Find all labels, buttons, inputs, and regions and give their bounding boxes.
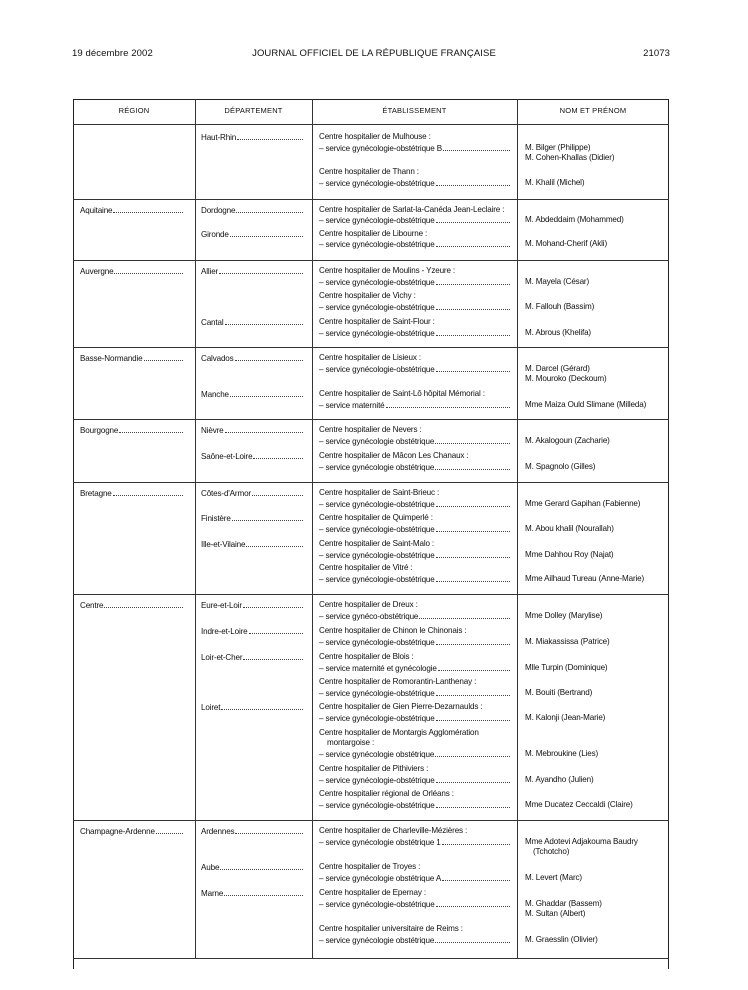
etablissement-text-label: – service maternité bbox=[319, 401, 385, 410]
departement-cell-label: Aube bbox=[201, 863, 220, 872]
departement-cell bbox=[201, 132, 305, 144]
region-separator bbox=[73, 419, 669, 420]
etablissement-text-label: Centre hospitalier de Dreux : bbox=[319, 600, 418, 609]
nom-prenom-text-label: M. Bouiti (Bertrand) bbox=[525, 688, 593, 697]
dot-leader bbox=[436, 524, 510, 532]
nom-prenom-text bbox=[525, 550, 613, 561]
etablissement-text-label: Centre hospitalier de Troyes : bbox=[319, 862, 421, 871]
etablissement-text-label: Centre hospitalier de Charleville-Mézières : bbox=[319, 826, 468, 835]
nom-prenom-text-label: M. Mayela (César) bbox=[525, 277, 590, 286]
etablissement-text bbox=[319, 749, 512, 761]
nom-prenom-text bbox=[525, 302, 594, 313]
departement-cell-label: Eure-et-Loir bbox=[201, 601, 242, 610]
etablissement-text-label: – service gynécologie-obstétrique bbox=[319, 216, 435, 225]
nom-prenom-text-label: M. Spagnolo (Gilles) bbox=[525, 462, 596, 471]
etablissement-text bbox=[319, 132, 431, 143]
etablissement-text bbox=[319, 425, 422, 436]
nom-prenom-text bbox=[525, 663, 607, 674]
nom-prenom-text bbox=[525, 374, 607, 385]
nom-prenom-text-label: M. Graesslin (Olivier) bbox=[525, 935, 598, 944]
etablissement-text bbox=[319, 291, 416, 302]
etablissement-text bbox=[319, 266, 455, 277]
etablissement-text bbox=[319, 499, 512, 511]
dot-leader bbox=[436, 239, 510, 247]
nom-prenom-text bbox=[525, 178, 584, 189]
etablissement-text-label: – service gynécologie-obstétrique bbox=[319, 776, 435, 785]
etablissement-text-label: Centre hospitalier de Moulins - Yzeure : bbox=[319, 266, 456, 275]
etablissement-text bbox=[319, 924, 463, 935]
nom-prenom-text bbox=[525, 837, 638, 848]
region-cell-label: Centre bbox=[80, 601, 104, 610]
etablissement-text-label: – service gynécologie-obstétrique bbox=[319, 801, 435, 810]
etablissement-text bbox=[319, 400, 512, 412]
etablissement-text-label: Centre hospitalier de Saint-Brieuc : bbox=[319, 488, 440, 497]
etablissement-text-label: Centre hospitalier de Epernay : bbox=[319, 888, 426, 897]
etablissement-text-label: Centre hospitalier de Blois : bbox=[319, 652, 414, 661]
departement-cell bbox=[201, 353, 305, 365]
dot-leader bbox=[225, 317, 303, 325]
nom-prenom-text-label: M. Mouroko (Deckoum) bbox=[525, 374, 607, 383]
nom-prenom-text bbox=[525, 400, 646, 411]
departement-cell-label: Loiret bbox=[201, 703, 221, 712]
nom-prenom-text bbox=[525, 328, 591, 339]
region-separator bbox=[73, 347, 669, 348]
nom-prenom-text-label: M. Abrous (Khelifa) bbox=[525, 328, 591, 337]
dot-leader bbox=[225, 425, 303, 433]
etablissement-text bbox=[319, 389, 485, 400]
etablissement-text-label: – service gynécologie-obstétrique bbox=[319, 551, 435, 560]
etablissement-text bbox=[319, 899, 512, 911]
etablissement-text-label: – service gynécologie obstétrique 1 bbox=[319, 838, 441, 847]
region-separator bbox=[73, 820, 669, 821]
etablissement-text-label: – service gynécologie-obstétrique bbox=[319, 525, 435, 534]
header-separator bbox=[73, 124, 669, 125]
dot-leader bbox=[436, 302, 510, 310]
etablissement-text-label: Centre hospitalier de Pithiviers : bbox=[319, 764, 429, 773]
etablissement-text bbox=[319, 436, 512, 448]
etablissement-text bbox=[319, 637, 512, 649]
etablissement-text bbox=[319, 488, 439, 499]
departement-cell bbox=[201, 652, 305, 664]
etablissement-text bbox=[319, 652, 414, 663]
etablissement-text bbox=[319, 205, 504, 216]
column-divider bbox=[312, 99, 313, 959]
etablissement-text-label: – service gynécologie-obstétrique bbox=[319, 365, 435, 374]
etablissement-text bbox=[319, 935, 512, 947]
departement-cell-label: Indre-et-Loire bbox=[201, 627, 248, 636]
nom-prenom-text bbox=[525, 775, 594, 786]
etablissement-text bbox=[319, 513, 433, 524]
departement-cell-label: Marne bbox=[201, 889, 224, 898]
dot-leader bbox=[436, 637, 510, 645]
region-separator bbox=[73, 482, 669, 483]
departement-cell bbox=[201, 389, 305, 401]
etablissement-text-label: – service gynécologie obstétrique bbox=[319, 936, 435, 945]
nom-prenom-text bbox=[525, 153, 614, 164]
dot-leader bbox=[386, 400, 510, 408]
nom-prenom-text-label: M. Mohand-Cherif (Akli) bbox=[525, 239, 608, 248]
dot-leader bbox=[113, 488, 183, 496]
dot-leader bbox=[436, 178, 510, 186]
dot-leader bbox=[243, 652, 303, 660]
etablissement-text bbox=[319, 550, 512, 562]
departement-cell bbox=[201, 317, 305, 329]
etablissement-text-label: Centre hospitalier de Saint-Flour : bbox=[319, 317, 435, 326]
etablissement-text bbox=[319, 862, 420, 873]
etablissement-text-label: Centre hospitalier de Sarlat-la-Canéda Jean-Leclaire : bbox=[319, 205, 505, 214]
nom-prenom-text-label: M. Abdeddaim (Mohammed) bbox=[525, 215, 624, 224]
etablissement-text bbox=[319, 178, 512, 190]
etablissement-text bbox=[319, 677, 476, 688]
etablissement-text bbox=[319, 789, 454, 800]
etablissement-text bbox=[319, 600, 418, 611]
region-cell-label: Champagne-Ardenne bbox=[80, 827, 155, 836]
etablissement-text bbox=[319, 451, 469, 462]
dot-leader bbox=[236, 205, 303, 213]
dot-leader bbox=[119, 425, 183, 433]
dot-leader bbox=[220, 862, 303, 870]
dot-leader bbox=[221, 702, 303, 710]
departement-cell-label: Calvados bbox=[201, 354, 234, 363]
etablissement-text-label: – service gynéco-obstétrique bbox=[319, 612, 419, 621]
etablissement-text-label: Centre hospitalier de Romorantin-Lanthenay : bbox=[319, 677, 477, 686]
region-cell-label: Bourgogne bbox=[80, 426, 119, 435]
etablissement-text bbox=[319, 713, 512, 725]
dot-leader bbox=[436, 364, 510, 372]
nom-prenom-text bbox=[533, 847, 569, 858]
etablissement-text-label: Centre hospitalier de Lisieux : bbox=[319, 353, 421, 362]
dot-leader bbox=[230, 229, 303, 237]
nom-prenom-text bbox=[525, 749, 598, 760]
nom-prenom-text bbox=[525, 574, 644, 585]
etablissement-text bbox=[319, 167, 419, 178]
dot-leader bbox=[436, 215, 510, 223]
region-separator bbox=[73, 199, 669, 200]
etablissement-text bbox=[319, 626, 466, 637]
etablissement-text-label: Centre hospitalier de Gien Pierre-Dezarnaulds : bbox=[319, 702, 483, 711]
departement-cell bbox=[201, 600, 305, 612]
region-cell-label: Aquitaine bbox=[80, 206, 113, 215]
etablissement-text bbox=[319, 317, 435, 328]
nom-prenom-text bbox=[525, 239, 607, 250]
dot-leader bbox=[435, 462, 510, 470]
etablissement-text bbox=[319, 728, 479, 739]
region-cell-label: Bretagne bbox=[80, 489, 112, 498]
departement-cell-label: Gironde bbox=[201, 230, 229, 239]
column-header-departement: DÉPARTEMENT bbox=[224, 106, 283, 115]
departement-cell bbox=[201, 488, 305, 500]
etablissement-text bbox=[319, 800, 512, 812]
etablissement-text-label: – service gynécologie-obstétrique bbox=[319, 714, 435, 723]
departement-cell-label: Nièvre bbox=[201, 426, 224, 435]
nom-prenom-text-label: M. Ayandho (Julien) bbox=[525, 775, 594, 784]
etablissement-text bbox=[319, 702, 482, 713]
dot-leader bbox=[436, 688, 510, 696]
nom-prenom-text bbox=[525, 277, 589, 288]
etablissement-text bbox=[319, 888, 426, 899]
dot-leader bbox=[243, 600, 303, 608]
etablissement-text bbox=[319, 215, 512, 227]
dot-leader bbox=[435, 436, 510, 444]
nom-prenom-text bbox=[525, 143, 590, 154]
departement-cell bbox=[201, 229, 305, 241]
dot-leader bbox=[253, 451, 303, 459]
etablissement-text bbox=[319, 775, 512, 787]
dot-leader bbox=[419, 611, 510, 619]
etablissement-text bbox=[319, 302, 512, 314]
etablissement-text bbox=[319, 229, 427, 240]
etablissement-text-label: – service gynécologie-obstétrique bbox=[319, 900, 435, 909]
etablissement-text bbox=[319, 826, 467, 837]
dot-leader bbox=[443, 143, 510, 151]
nom-prenom-text-label: M. Bilger (Philippe) bbox=[525, 143, 591, 152]
etablissement-text-label: – service gynécologie-obstétrique bbox=[319, 500, 435, 509]
etablissement-text-label: Centre hospitalier de Nevers : bbox=[319, 425, 422, 434]
departement-cell bbox=[201, 205, 305, 217]
dot-leader bbox=[237, 132, 303, 140]
etablissement-text-label: Centre hospitalier de Chinon le Chinonais : bbox=[319, 626, 467, 635]
dot-leader bbox=[435, 749, 510, 757]
nom-prenom-text-label: M. Cohen-Khallas (Didier) bbox=[525, 153, 615, 162]
nom-prenom-text-label: Mme Dahhou Roy (Najat) bbox=[525, 550, 614, 559]
region-cell bbox=[80, 353, 185, 365]
dot-leader bbox=[436, 899, 510, 907]
etablissement-text-label: – service gynécologie obstétrique A bbox=[319, 874, 442, 883]
etablissement-text bbox=[319, 873, 512, 885]
nom-prenom-text-label: M. Miakassissa (Patrice) bbox=[525, 637, 610, 646]
etablissement-text-label: – service gynécologie obstétrique bbox=[319, 437, 435, 446]
column-header-region: RÉGION bbox=[118, 106, 150, 115]
etablissement-text-label: – service gynécologie-obstétrique bbox=[319, 303, 435, 312]
etablissement-text-label: – service gynécologie-obstétrique bbox=[319, 278, 435, 287]
dot-leader bbox=[436, 550, 510, 558]
nom-prenom-text bbox=[525, 364, 590, 375]
etablissement-text-label: – service gynécologie obstétrique bbox=[319, 750, 435, 759]
nom-prenom-text-label: Mlle Turpin (Dominique) bbox=[525, 663, 608, 672]
dot-leader bbox=[249, 626, 303, 634]
nom-prenom-text bbox=[525, 899, 602, 910]
etablissement-text-label: montargoise : bbox=[327, 738, 375, 747]
journal-title: JOURNAL OFFICIEL DE LA RÉPUBLIQUE FRANÇAISE bbox=[252, 48, 496, 59]
nom-prenom-text bbox=[525, 462, 595, 473]
etablissement-text bbox=[319, 364, 512, 376]
dot-leader bbox=[104, 600, 183, 608]
nom-prenom-text-label: M. Kalonji (Jean-Marie) bbox=[525, 713, 606, 722]
region-cell bbox=[80, 600, 185, 612]
departement-cell-label: Cantal bbox=[201, 318, 224, 327]
etablissement-text bbox=[319, 328, 512, 340]
departement-cell bbox=[201, 425, 305, 437]
dot-leader bbox=[438, 663, 510, 671]
dot-leader bbox=[219, 266, 303, 274]
nom-prenom-text-label: Mme Maiza Ould Slimane (Milleda) bbox=[525, 400, 647, 409]
nom-prenom-text-label: Mme Gerard Gapihan (Fabienne) bbox=[525, 499, 641, 508]
departement-cell-label: Manche bbox=[201, 390, 229, 399]
etablissement-text-label: Centre hospitalier de Vichy : bbox=[319, 291, 416, 300]
etablissement-text bbox=[319, 663, 512, 675]
nom-prenom-text bbox=[525, 611, 602, 622]
etablissement-text-label: – service gynécologie-obstétrique bbox=[319, 240, 435, 249]
nom-prenom-text bbox=[525, 935, 598, 946]
departement-cell bbox=[201, 539, 305, 551]
dot-leader bbox=[230, 389, 303, 397]
etablissement-text bbox=[319, 524, 512, 536]
etablissement-text-label: Centre hospitalier universitaire de Reims : bbox=[319, 924, 463, 933]
etablissement-text-label: Centre hospitalier de Thann : bbox=[319, 167, 419, 176]
dot-leader bbox=[246, 539, 303, 547]
etablissement-text bbox=[319, 563, 413, 574]
region-cell-label: Auvergne bbox=[80, 267, 114, 276]
etablissement-text bbox=[319, 837, 512, 849]
etablissement-text bbox=[319, 764, 428, 775]
etablissement-text bbox=[319, 611, 512, 623]
nom-prenom-text-label: Mme Adotevi Adjakouma Baudry bbox=[525, 837, 638, 846]
etablissement-text-label: Centre hospitalier régional de Orléans : bbox=[319, 789, 454, 798]
nom-prenom-text bbox=[525, 909, 585, 920]
region-cell bbox=[80, 266, 185, 278]
dot-leader bbox=[436, 713, 510, 721]
dot-leader bbox=[436, 499, 510, 507]
etablissement-text bbox=[319, 539, 434, 550]
region-cell bbox=[80, 205, 185, 217]
etablissement-text bbox=[319, 688, 512, 700]
region-cell-label: Basse-Normandie bbox=[80, 354, 143, 363]
etablissement-text-label: – service gynécologie-obstétrique bbox=[319, 179, 435, 188]
etablissement-text-label: – service gynécologie-obstétrique bbox=[319, 689, 435, 698]
departement-cell bbox=[201, 702, 305, 714]
etablissement-text bbox=[319, 353, 421, 364]
nom-prenom-text bbox=[525, 713, 605, 724]
nom-prenom-text bbox=[525, 524, 614, 535]
nom-prenom-text-label: M. Akalogoun (Zacharie) bbox=[525, 436, 610, 445]
departement-cell bbox=[201, 266, 305, 278]
region-cell bbox=[80, 826, 185, 838]
dot-leader bbox=[435, 935, 510, 943]
departement-cell-label: Côtes-d'Armor bbox=[201, 489, 251, 498]
nom-prenom-text-label: M. Darcel (Gérard) bbox=[525, 364, 590, 373]
nom-prenom-text-label: M. Levert (Marc) bbox=[525, 873, 582, 882]
etablissement-text-label: – service gynécologie-obstétrique B bbox=[319, 144, 442, 153]
etablissement-text-label: Centre hospitalier de Libourne : bbox=[319, 229, 428, 238]
column-divider bbox=[195, 99, 196, 959]
nom-prenom-text-label: M. Abou khalil (Nourallah) bbox=[525, 524, 614, 533]
departement-cell-label: Allier bbox=[201, 267, 219, 276]
nom-prenom-text-label: M. Sultan (Albert) bbox=[525, 909, 586, 918]
etablissement-text bbox=[319, 239, 512, 251]
dot-leader bbox=[235, 826, 303, 834]
region-cell bbox=[80, 488, 185, 500]
dot-leader bbox=[232, 513, 303, 521]
etablissement-text-label: Centre hospitalier de Vitré : bbox=[319, 563, 413, 572]
region-separator bbox=[73, 594, 669, 595]
dot-leader bbox=[436, 775, 510, 783]
nom-prenom-text-label: M. Khalil (Michel) bbox=[525, 178, 585, 187]
nom-prenom-text-label: M. Ghaddar (Bassem) bbox=[525, 899, 602, 908]
departement-cell-label: Ardennes bbox=[201, 827, 235, 836]
etablissement-text-label: – service gynécologie-obstétrique bbox=[319, 575, 435, 584]
region-separator bbox=[73, 260, 669, 261]
dot-leader bbox=[436, 574, 510, 582]
dot-leader bbox=[113, 205, 183, 213]
dot-leader bbox=[436, 277, 510, 285]
dot-leader bbox=[442, 873, 510, 881]
dot-leader bbox=[436, 328, 510, 336]
departement-cell bbox=[201, 826, 305, 838]
dot-leader bbox=[442, 837, 510, 845]
dot-leader bbox=[224, 888, 303, 896]
etablissement-text-label: – service gynécologie-obstétrique bbox=[319, 329, 435, 338]
dot-leader bbox=[144, 353, 183, 361]
nom-prenom-text bbox=[525, 637, 610, 648]
departement-cell-label: Haut-Rhin bbox=[201, 133, 237, 142]
nom-prenom-text bbox=[525, 499, 640, 510]
nom-prenom-text-label: M. Mebroukine (Lies) bbox=[525, 749, 599, 758]
page-date: 19 décembre 2002 bbox=[72, 48, 153, 59]
region-cell bbox=[80, 425, 185, 437]
etablissement-text-label: Centre hospitalier de Quimperlé : bbox=[319, 513, 433, 522]
nom-prenom-text bbox=[525, 688, 592, 699]
etablissement-text bbox=[319, 574, 512, 586]
etablissement-text-label: Centre hospitalier de Montargis Agglomération bbox=[319, 728, 479, 737]
nom-prenom-text bbox=[525, 215, 624, 226]
dot-leader bbox=[252, 488, 303, 496]
departement-cell-label: Finistère bbox=[201, 514, 231, 523]
nom-prenom-text bbox=[525, 873, 582, 884]
table-bottom-line bbox=[73, 958, 669, 959]
departement-cell bbox=[201, 451, 305, 463]
column-divider bbox=[517, 99, 518, 959]
column-header-nom: NOM ET PRÉNOM bbox=[559, 106, 627, 115]
nom-prenom-text-label: Mme Ailhaud Tureau (Anne-Marie) bbox=[525, 574, 645, 583]
departement-cell bbox=[201, 862, 305, 874]
etablissement-text-label: – service gynécologie obstétrique bbox=[319, 463, 435, 472]
nom-prenom-text-label: Mme Ducatez Ceccaldi (Claire) bbox=[525, 800, 633, 809]
nom-prenom-text bbox=[525, 800, 633, 811]
etablissement-text bbox=[319, 462, 512, 474]
dot-leader bbox=[156, 826, 183, 834]
column-header-etablissement: ÉTABLISSEMENT bbox=[382, 106, 447, 115]
etablissement-text bbox=[319, 277, 512, 289]
departement-cell-label: Dordogne bbox=[201, 206, 236, 215]
departement-cell-label: Loir-et-Cher bbox=[201, 653, 243, 662]
page-number: 21073 bbox=[643, 48, 670, 59]
departement-cell bbox=[201, 888, 305, 900]
departement-cell bbox=[201, 513, 305, 525]
departement-cell bbox=[201, 626, 305, 638]
nom-prenom-text-label: (Tchotcho) bbox=[533, 847, 570, 856]
etablissement-text bbox=[319, 143, 512, 155]
dot-leader bbox=[235, 353, 303, 361]
nom-prenom-text-label: M. Fallouh (Bassim) bbox=[525, 302, 595, 311]
departement-cell-label: Saône-et-Loire bbox=[201, 452, 253, 461]
dot-leader bbox=[114, 266, 183, 274]
departement-cell-label: Ille-et-Vilaine bbox=[201, 540, 246, 549]
dot-leader bbox=[436, 800, 510, 808]
nom-prenom-text-label: Mme Dolley (Marylise) bbox=[525, 611, 603, 620]
etablissement-text-label: Centre hospitalier de Mulhouse : bbox=[319, 132, 431, 141]
etablissement-text-label: – service maternité et gynécologie bbox=[319, 664, 437, 673]
etablissement-text-label: – service gynécologie-obstétrique bbox=[319, 638, 435, 647]
etablissement-text-label: Centre hospitalier de Saint-Malo : bbox=[319, 539, 435, 548]
etablissement-text-label: Centre hospitalier de Saint-Lô hôpital Mémorial : bbox=[319, 389, 485, 398]
etablissement-text bbox=[327, 738, 374, 749]
etablissement-text-label: Centre hospitalier de Mâcon Les Chanaux : bbox=[319, 451, 469, 460]
nom-prenom-text bbox=[525, 436, 610, 447]
